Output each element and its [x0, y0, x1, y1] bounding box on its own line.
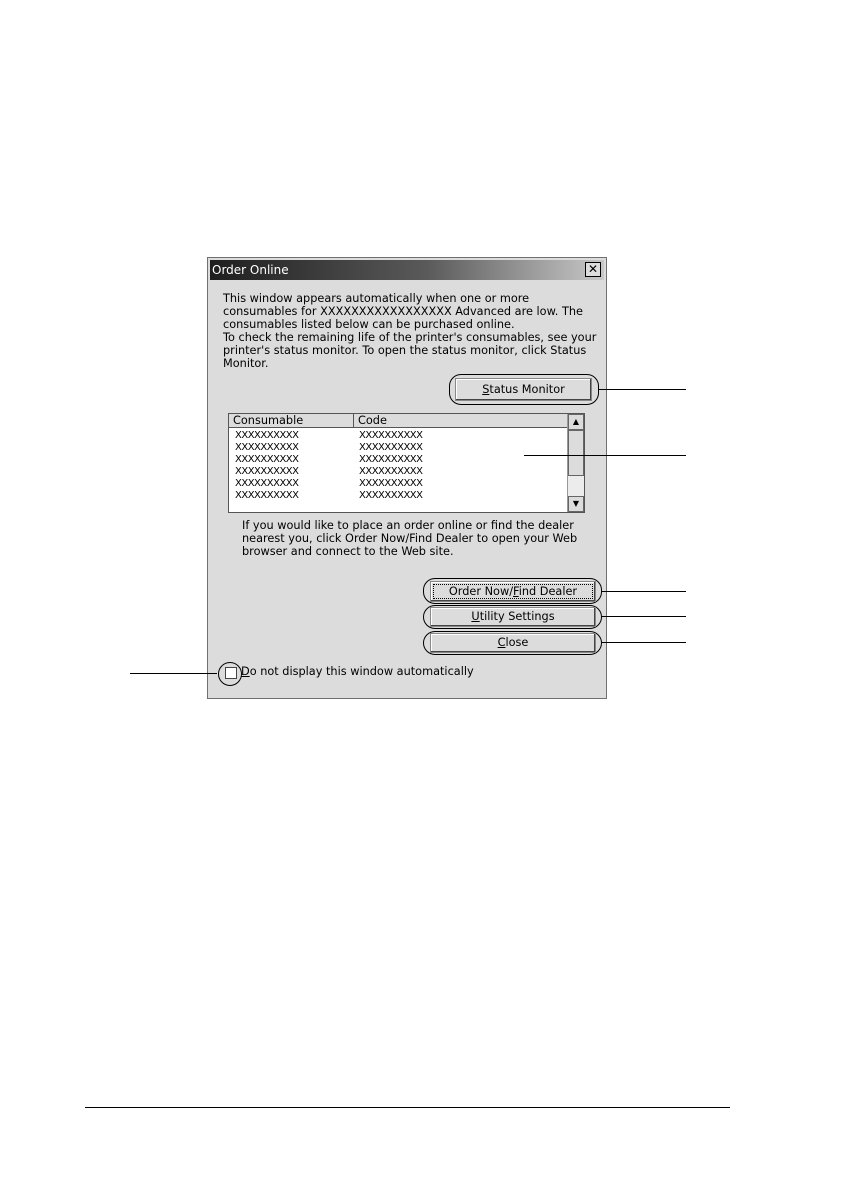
code-cell: XXXXXXXXXX: [359, 454, 423, 465]
consumable-cell: XXXXXXXXXX: [235, 442, 299, 453]
column-header-code[interactable]: Code: [354, 414, 567, 428]
checkbox-mnemonic: D: [241, 665, 250, 678]
close-mnemonic: C: [497, 636, 506, 649]
callout-line-close: [601, 642, 686, 643]
page-footer-rule: [85, 1107, 730, 1108]
checkbox-label-text: o not display this window automatically: [249, 665, 474, 678]
code-cell: XXXXXXXXXX: [359, 442, 423, 453]
intro-text: This window appears automatically when one or more consumables for XXXXXXXXXXXXXXXXX Advanced are low. The consumables listed below can be purchased online. To check the remaining life of the printer's consumables, see your printer's status monitor. To open the status monitor, click Status Monitor.: [223, 292, 597, 370]
list-item[interactable]: [229, 454, 567, 466]
close-label: lose: [505, 636, 529, 649]
callout-line-utility-settings: [601, 616, 686, 617]
callout-line-checkbox: [130, 673, 217, 674]
code-cell: XXXXXXXXXX: [359, 430, 423, 441]
list-scrollbar[interactable]: [567, 414, 584, 512]
close-button[interactable]: [430, 633, 596, 653]
scroll-down-icon[interactable]: ▼: [568, 496, 584, 512]
list-header: [229, 414, 567, 428]
utility-settings-button[interactable]: [430, 607, 596, 627]
order-online-dialog: [207, 257, 607, 699]
callout-line-consumables-list: [524, 455, 686, 456]
code-cell: XXXXXXXXXX: [359, 478, 423, 489]
consumable-cell: XXXXXXXXXX: [235, 430, 299, 441]
list-item[interactable]: [229, 478, 567, 490]
consumable-cell: XXXXXXXXXX: [235, 454, 299, 465]
list-item[interactable]: [229, 490, 567, 502]
order-now-label-suffix: ind Dealer: [518, 585, 578, 598]
utility-settings-mnemonic: U: [471, 610, 480, 623]
auto-display-checkbox-label[interactable]: [241, 665, 474, 678]
auto-display-checkbox[interactable]: [225, 667, 237, 679]
status-monitor-mnemonic: S: [482, 383, 490, 396]
list-item[interactable]: [229, 430, 567, 442]
consumable-cell: XXXXXXXXXX: [235, 490, 299, 501]
close-window-icon[interactable]: ✕: [585, 262, 601, 277]
status-monitor-label: tatus Monitor: [489, 383, 565, 396]
consumable-cell: XXXXXXXXXX: [235, 478, 299, 489]
list-item[interactable]: [229, 466, 567, 478]
order-now-find-dealer-button[interactable]: [430, 581, 596, 602]
callout-line-status-monitor: [598, 389, 686, 390]
window-title: Order Online: [212, 263, 289, 277]
callout-line-order-now: [601, 591, 686, 592]
list-item[interactable]: [229, 442, 567, 454]
scroll-thumb[interactable]: [568, 430, 584, 476]
code-cell: XXXXXXXXXX: [359, 466, 423, 477]
order-now-mnemonic: F: [513, 585, 519, 598]
consumables-list[interactable]: [228, 413, 585, 513]
scroll-up-icon[interactable]: ▲: [568, 414, 584, 430]
utility-settings-label: tility Settings: [479, 610, 555, 623]
title-bar[interactable]: [210, 260, 604, 280]
status-monitor-button[interactable]: [455, 378, 592, 401]
order-now-label-prefix: Order Now/: [448, 585, 514, 598]
order-info-text: If you would like to place an order online or find the dealer nearest you, click Order Now/Find Dealer to open your Web browser and connect to the Web site.: [242, 519, 578, 558]
code-cell: XXXXXXXXXX: [359, 490, 423, 501]
consumable-cell: XXXXXXXXXX: [235, 466, 299, 477]
column-header-consumable[interactable]: Consumable: [229, 414, 354, 428]
